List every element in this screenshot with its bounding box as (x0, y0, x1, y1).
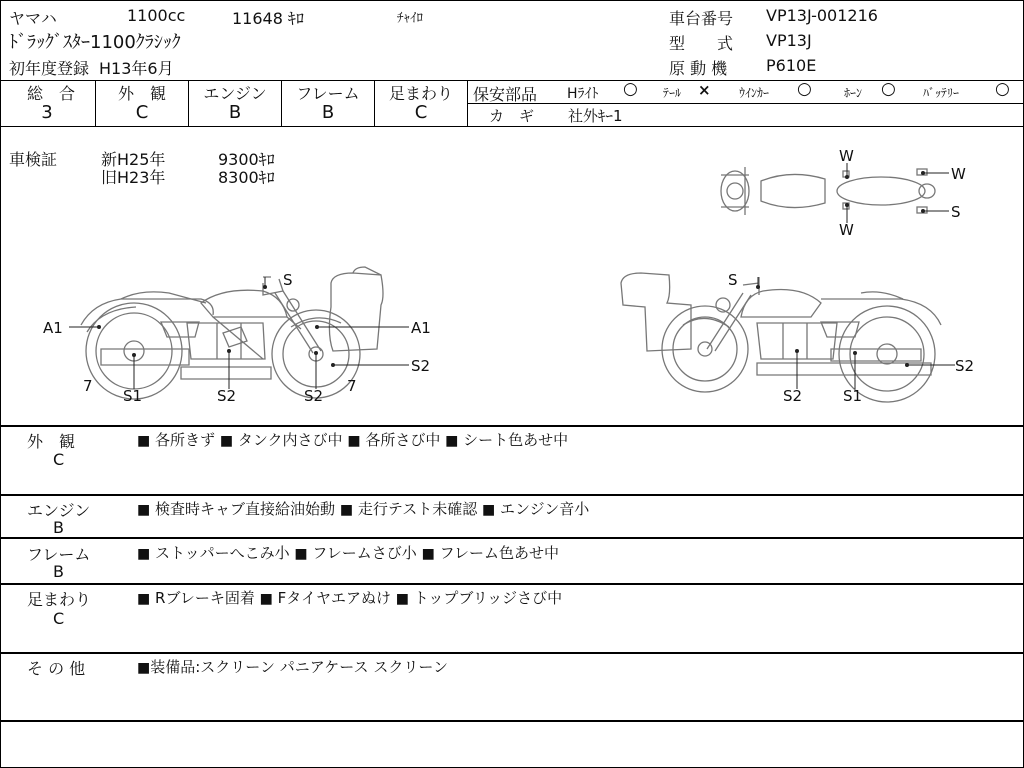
battery-label: ﾊﾞｯﾃﾘｰ (923, 86, 960, 100)
engine-value: B (228, 102, 242, 123)
remark-item: フレームさび小 (312, 544, 417, 562)
bullet-icon: ■ (137, 433, 151, 449)
remark-grade-suspension: C (53, 609, 65, 628)
safety-label: 保安部品 (473, 85, 538, 104)
exterior-label: 外 観 (117, 84, 166, 103)
remark-item: シート色あせ中 (463, 431, 569, 449)
bullet-icon: ■ (395, 591, 409, 607)
remarks-divider (1, 494, 1023, 496)
right-label-s2-engine: S2 (783, 387, 803, 405)
remark-grade-engine: B (53, 518, 64, 537)
left-label-s2-engine: S2 (217, 387, 237, 405)
engine-label: エンジン (203, 84, 267, 103)
remark-items-other (137, 656, 448, 677)
right-motorcycle-drawing (621, 273, 941, 402)
taillight-mark: × (698, 81, 711, 99)
remark-items-engine (137, 498, 589, 519)
winker-mark: ○ (797, 79, 812, 99)
right-label-s2-wheel: S2 (955, 357, 975, 375)
damage-diagram (1, 127, 1023, 425)
left-label-7-rear: 7 (83, 377, 93, 395)
remark-category-suspension: 足まわり (27, 590, 92, 609)
remark-item: 装備品:スクリーン パニアケース スクリーン (150, 658, 449, 676)
remarks-divider (1, 583, 1023, 585)
overall-value: 3 (41, 102, 53, 123)
bullet-icon: ■ (294, 546, 308, 562)
bullet-icon: ■ (137, 591, 151, 607)
remarks-top-border (1, 425, 1023, 427)
bullet-icon: ■ (482, 502, 496, 518)
remark-category-other: そ の 他 (27, 659, 86, 678)
remark-grade-exterior: C (53, 450, 65, 469)
top-label-w-right: W (951, 165, 966, 183)
model-type-value: VP13J (766, 31, 812, 50)
remark-item: タンク内さび中 (237, 431, 343, 449)
color: ﾁｬｲﾛ (397, 11, 423, 26)
left-label-7-front: 7 (347, 377, 357, 395)
safety-divider (467, 103, 1023, 104)
remark-category-engine: エンジン (27, 501, 91, 520)
horn-mark: ○ (881, 79, 896, 99)
key-value: 社外ｷｰ1 (568, 107, 623, 125)
bullet-icon: ■ (339, 502, 354, 518)
top-label-s-right: S (951, 203, 961, 221)
bullet-icon: ■ (219, 433, 234, 449)
inspection-old-label: 旧H23年 (101, 168, 166, 187)
right-label-s: S (728, 271, 738, 289)
first-registration-label: 初年度登録 (9, 59, 90, 78)
bullet-icon: ■ (421, 546, 435, 562)
frame-value: B (321, 102, 335, 123)
remark-items-suspension (137, 587, 562, 608)
exterior-value: C (135, 102, 149, 123)
frame-no-label: 車台番号 (669, 9, 734, 28)
left-label-a1-rear: A1 (43, 319, 63, 337)
left-label-s2-wheel: S2 (411, 357, 431, 375)
top-view-drawing (721, 167, 935, 215)
inspection-new-label: 新H25年 (101, 150, 166, 169)
remark-items-exterior (137, 429, 568, 450)
remark-category-exterior: 外 観 (27, 432, 76, 451)
remark-item: 検査時キャブ直接給油始動 (155, 500, 336, 518)
remark-item: 各所さび中 (365, 431, 441, 449)
remark-item: 走行テスト未確認 (357, 500, 478, 518)
bullet-icon: ■ (137, 502, 151, 518)
winker-label: ｳｲﾝｶｰ (739, 86, 770, 100)
left-label-s: S (283, 271, 293, 289)
displacement: 1100cc (127, 6, 186, 25)
suspension-value: C (414, 102, 428, 123)
suspension-label: 足まわり (388, 84, 453, 103)
right-label-s1: S1 (843, 387, 863, 405)
inspection-old-value: 8300ｷﾛ (218, 168, 275, 187)
inspection-label: 車検証 (9, 150, 58, 169)
headlight-mark: ○ (623, 79, 638, 99)
model-name: ﾄﾞﾗｯｸﾞｽﾀｰ1100ｸﾗｼｯｸ (9, 32, 181, 53)
remark-items-frame (137, 542, 559, 563)
engine-model-value: P610E (766, 56, 817, 75)
overall-label: 総 合 (26, 84, 75, 103)
top-label-w-lower: W (839, 221, 854, 239)
remarks-divider (1, 720, 1023, 722)
first-registration-value: H13年6月 (99, 59, 174, 78)
remark-item: Fタイヤエアぬけ (277, 589, 391, 607)
left-label-a1-front: A1 (411, 319, 431, 337)
inspection-new-value: 9300ｷﾛ (218, 150, 275, 169)
remark-grade-frame: B (53, 562, 64, 581)
mileage: 11648 ｷﾛ (232, 9, 304, 28)
left-label-s2-fork: S2 (304, 387, 324, 405)
remark-item: エンジン音小 (500, 500, 590, 518)
taillight-label: ﾃｰﾙ (663, 86, 682, 100)
model-type-label: 型 式 (669, 34, 734, 53)
remark-item: Rブレーキ固着 (155, 589, 255, 607)
maker: ヤマハ (9, 9, 57, 28)
battery-mark: ○ (995, 79, 1010, 99)
bullet-icon: ■ (137, 546, 151, 562)
headlight-label: Hﾗｲﾄ (567, 86, 599, 102)
left-motorcycle-drawing (81, 267, 383, 399)
remark-category-frame: フレーム (27, 545, 91, 564)
engine-model-label: 原 動 機 (669, 59, 728, 78)
frame-label: フレーム (296, 84, 360, 103)
bullet-icon: ■ (445, 433, 459, 449)
bullet-icon: ■ (137, 660, 151, 676)
leader-lines (69, 163, 955, 389)
grade-col-divider (467, 80, 468, 126)
remark-item: 各所きず (155, 431, 216, 449)
left-label-s1: S1 (123, 387, 143, 405)
horn-label: ﾎｰﾝ (844, 86, 863, 100)
remark-item: トップブリッジさび中 (413, 589, 563, 607)
frame-no-value: VP13J-001216 (766, 6, 878, 25)
remark-item: ストッパーへこみ小 (155, 544, 290, 562)
remarks-divider (1, 537, 1023, 539)
top-label-w-upper: W (839, 147, 854, 165)
bullet-icon: ■ (259, 591, 273, 607)
bullet-icon: ■ (347, 433, 361, 449)
key-label: カ ギ (489, 107, 535, 125)
remark-item: フレーム色あせ中 (439, 544, 559, 562)
remarks-divider (1, 652, 1023, 654)
leader-dots (97, 171, 925, 367)
